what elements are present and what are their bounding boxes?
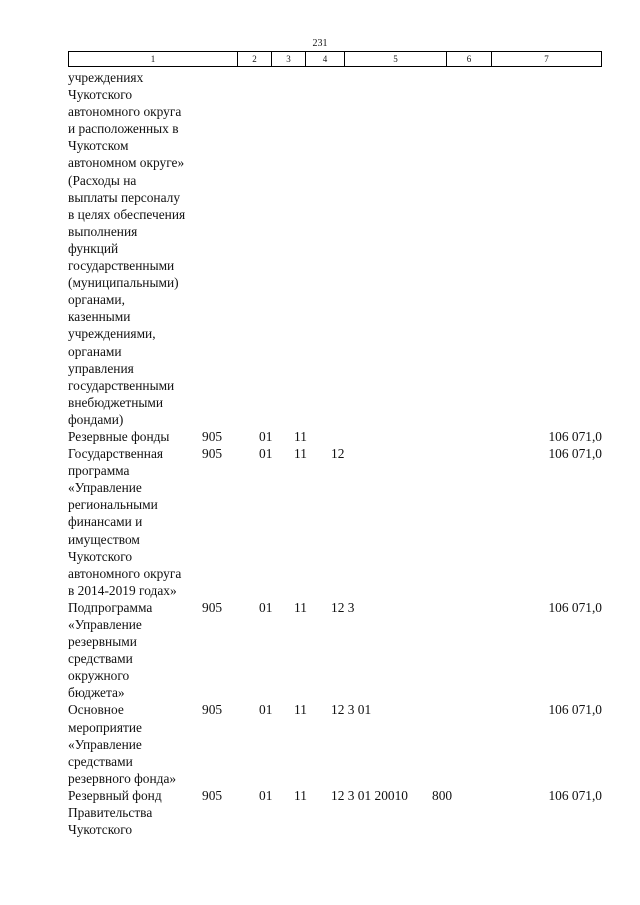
row-name-line: региональными bbox=[68, 497, 158, 513]
row-name-line: (Расходы на bbox=[68, 172, 137, 188]
row-name-line: резервными bbox=[68, 634, 137, 650]
row-name-line: и расположенных в bbox=[68, 121, 179, 137]
row-c5 bbox=[331, 428, 432, 445]
row-c6 bbox=[432, 599, 472, 702]
row-name-line: функций bbox=[68, 240, 119, 256]
row-c7: 106 071,0 bbox=[548, 599, 602, 615]
row-name-line: Основное bbox=[68, 702, 124, 718]
row-name-line: в целях обеспечения bbox=[68, 206, 186, 222]
row-c7 bbox=[472, 69, 602, 428]
row-name-line: резервного фонда» bbox=[68, 770, 177, 786]
row-c5: 12 3 01 20010 bbox=[331, 787, 408, 803]
row-c5: 12 3 01 bbox=[331, 702, 372, 718]
row-name-line: Чукотского bbox=[68, 87, 133, 103]
row-c2: 905 bbox=[202, 787, 223, 803]
row-name-line: выполнения bbox=[68, 223, 138, 239]
row-name-line: органами, bbox=[68, 292, 125, 308]
row-c5: 12 3 bbox=[331, 599, 355, 615]
header-col-7: 7 bbox=[544, 54, 549, 64]
row-name-line: средствами bbox=[68, 651, 133, 667]
row-c5 bbox=[331, 69, 432, 428]
row-c4: 11 bbox=[294, 428, 307, 444]
row-name-line: фондами) bbox=[68, 411, 124, 427]
page-number: 231 bbox=[312, 38, 328, 49]
row-name-line: Правительства bbox=[68, 805, 153, 821]
row-c2: 905 bbox=[202, 428, 223, 444]
row-name-line: мероприятие bbox=[68, 719, 142, 735]
row-name-line: Чукотского bbox=[68, 822, 133, 838]
row-name-line: окружного bbox=[68, 668, 130, 684]
row-c2: 905 bbox=[202, 599, 223, 615]
row-name-line: «Управление bbox=[68, 736, 142, 752]
row-name-line: бюджета» bbox=[68, 685, 125, 701]
row-name-line: имуществом bbox=[68, 531, 140, 547]
row-name-line: Государственная bbox=[68, 446, 164, 462]
row-c3: 01 bbox=[259, 702, 273, 718]
row-c2: 905 bbox=[202, 446, 223, 462]
table-row bbox=[68, 599, 602, 702]
row-c6 bbox=[432, 69, 472, 428]
header-col-4: 4 bbox=[306, 52, 345, 66]
header-col-3: 3 bbox=[272, 52, 306, 66]
row-c3: 01 bbox=[259, 599, 273, 615]
row-name bbox=[68, 445, 202, 599]
row-name bbox=[68, 701, 202, 786]
row-name bbox=[68, 69, 202, 428]
header-col-2: 2 bbox=[238, 52, 272, 66]
table-body bbox=[68, 69, 602, 838]
row-name-line: Резервные фонды bbox=[68, 428, 170, 444]
row-c6 bbox=[432, 701, 472, 786]
row-c7: 106 071,0 bbox=[548, 787, 602, 803]
table-row bbox=[68, 445, 602, 599]
row-name-line: (муниципальными) bbox=[68, 275, 179, 291]
row-name-line: управления bbox=[68, 360, 134, 376]
row-c6: 800 bbox=[432, 787, 453, 803]
row-c6 bbox=[432, 445, 472, 599]
row-name-line: «Управление bbox=[68, 617, 142, 632]
table-row bbox=[68, 69, 602, 428]
row-name-line: автономном округе» bbox=[68, 155, 185, 171]
row-name-line: казенными bbox=[68, 309, 131, 325]
row-c4: 11 bbox=[294, 787, 307, 803]
row-c7: 106 071,0 bbox=[548, 446, 602, 462]
row-name-line: автономного округа bbox=[68, 104, 182, 120]
row-name bbox=[68, 428, 202, 445]
row-c7: 106 071,0 bbox=[548, 702, 602, 718]
row-name-line: учреждениями, bbox=[68, 326, 156, 342]
row-name-line: выплаты персоналу bbox=[68, 189, 181, 205]
header-col-1: 1 bbox=[69, 52, 238, 66]
table-row bbox=[68, 701, 602, 786]
row-name bbox=[68, 787, 202, 838]
row-c3: 01 bbox=[259, 446, 273, 462]
table-row bbox=[68, 428, 602, 445]
row-c4: 11 bbox=[294, 446, 307, 462]
row-c7: 106 071,0 bbox=[548, 428, 602, 444]
table-header bbox=[68, 51, 602, 67]
row-name-line: в 2014-2019 годах» bbox=[68, 582, 177, 598]
header-col-5: 5 bbox=[345, 52, 447, 66]
row-c5: 12 bbox=[331, 446, 345, 462]
row-name-line: учреждениях bbox=[68, 70, 144, 85]
row-name-line: «Управление bbox=[68, 480, 142, 496]
row-c3: 01 bbox=[259, 428, 273, 444]
row-name-line: органами bbox=[68, 343, 122, 359]
row-c3 bbox=[259, 69, 294, 428]
row-name-line: средствами bbox=[68, 753, 133, 769]
row-c4: 11 bbox=[294, 702, 307, 718]
table-row bbox=[68, 787, 602, 838]
row-c2 bbox=[202, 69, 259, 428]
header-col-6: 6 bbox=[447, 52, 492, 66]
row-name-line: автономного округа bbox=[68, 565, 182, 581]
row-name-line: государственными bbox=[68, 258, 175, 274]
row-c4 bbox=[294, 69, 331, 428]
row-name-line: внебюджетными bbox=[68, 394, 164, 410]
row-name-line: Чукотского bbox=[68, 548, 133, 564]
row-name-line: Подпрограмма bbox=[68, 599, 153, 615]
row-name-line: Резервный фонд bbox=[68, 787, 162, 803]
row-name-line: государственными bbox=[68, 377, 175, 393]
row-c4: 11 bbox=[294, 599, 307, 615]
row-name-line: финансами и bbox=[68, 514, 143, 530]
row-c6 bbox=[432, 428, 472, 445]
row-name bbox=[68, 599, 202, 702]
row-name-line: программа bbox=[68, 463, 130, 479]
row-c3: 01 bbox=[259, 787, 273, 803]
row-name-line: Чукотском bbox=[68, 138, 129, 154]
row-c2: 905 bbox=[202, 702, 223, 718]
